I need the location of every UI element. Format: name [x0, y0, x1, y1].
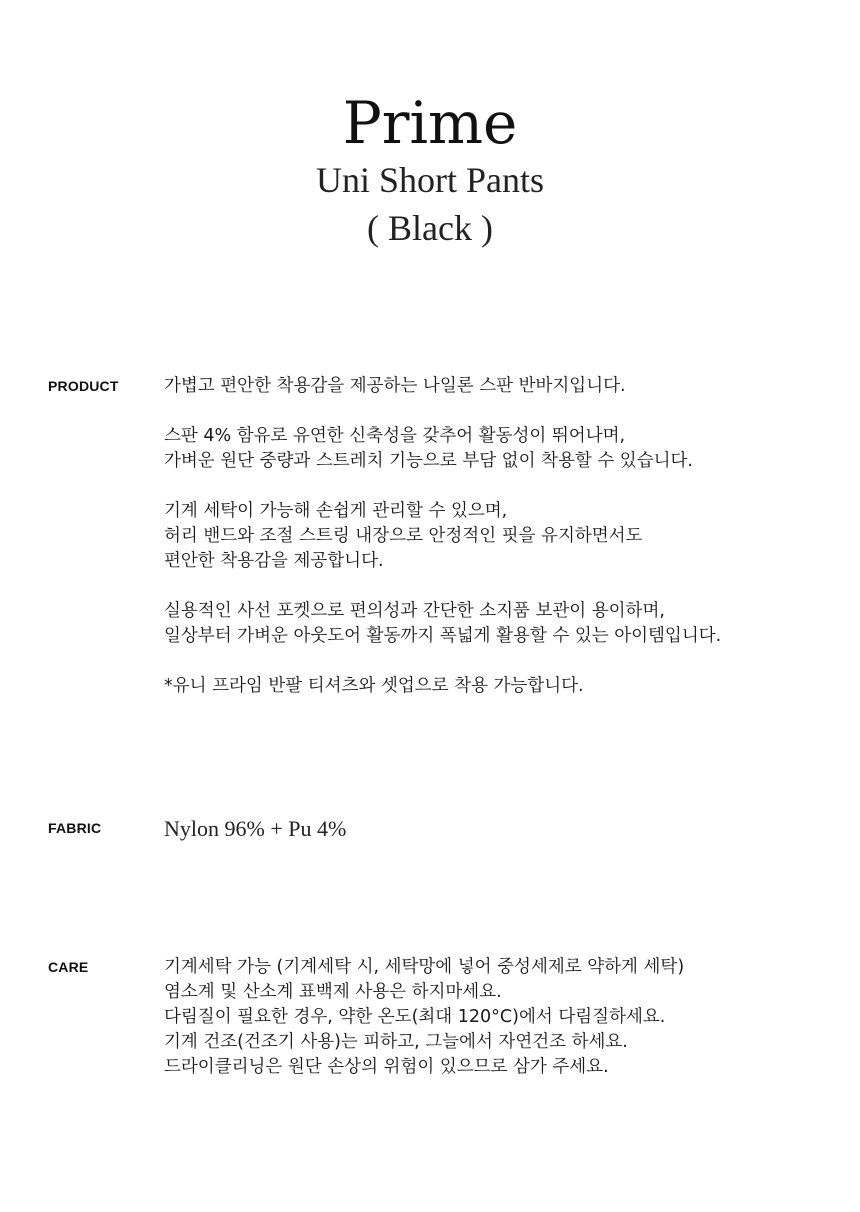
- description-line: 스판 4% 함유로 유연한 신축성을 갖추어 활동성이 뛰어나며,: [164, 426, 626, 446]
- description-paragraph: [164, 674, 844, 699]
- description-paragraph: [164, 424, 844, 474]
- product-name: Uni Short Pants: [315, 160, 545, 200]
- product-label: PRODUCT: [48, 378, 119, 394]
- care-line: 다림질이 필요한 경우, 약한 온도(최대 120°C)에서 다림질하세요.: [164, 1007, 666, 1027]
- description-line: 기계 세탁이 가능해 손쉽게 관리할 수 있으며,: [164, 501, 508, 521]
- description-line: 가볍고 편안한 착용감을 제공하는 나일론 스판 반바지입니다.: [164, 376, 626, 396]
- care-line: 기계세탁 가능 (기계세탁 시, 세탁망에 넣어 중성세제로 약하게 세탁): [164, 957, 685, 977]
- description-paragraph: [164, 599, 844, 649]
- care-instructions: [164, 955, 844, 1080]
- description-line: 일상부터 가벼운 아웃도어 활동까지 폭넓게 활용할 수 있는 아이템입니다.: [164, 626, 722, 646]
- brand-title: Prime: [342, 89, 518, 157]
- product-description: [164, 374, 844, 699]
- fabric-content: [164, 816, 844, 841]
- description-line: 허리 밴드와 조절 스트링 내장으로 안정적인 핏을 유지하면서도: [164, 526, 643, 546]
- description-line: 가벼운 원단 중량과 스트레치 기능으로 부담 없이 착용할 수 있습니다.: [164, 451, 693, 471]
- fabric-composition: Nylon 96% + Pu 4%: [164, 816, 347, 841]
- product-color: ( Black ): [367, 208, 493, 248]
- product-header: [0, 88, 860, 252]
- care-line: 염소계 및 산소계 표백제 사용은 하지마세요.: [164, 982, 502, 1002]
- description-line: 편안한 착용감을 제공합니다.: [164, 551, 384, 571]
- description-paragraph: [164, 374, 844, 399]
- setup-note: *유니 프라임 반팔 티셔츠와 셋업으로 착용 가능합니다.: [164, 676, 584, 696]
- care-line: 드라이클리닝은 원단 손상의 위험이 있으므로 삼가 주세요.: [164, 1057, 609, 1077]
- care-line: 기계 건조(건조기 사용)는 피하고, 그늘에서 자연건조 하세요.: [164, 1032, 628, 1052]
- description-line: 실용적인 사선 포켓으로 편의성과 간단한 소지품 보관이 용이하며,: [164, 601, 665, 621]
- fabric-label: FABRIC: [48, 820, 102, 836]
- care-label: CARE: [48, 959, 89, 975]
- description-paragraph: [164, 499, 844, 574]
